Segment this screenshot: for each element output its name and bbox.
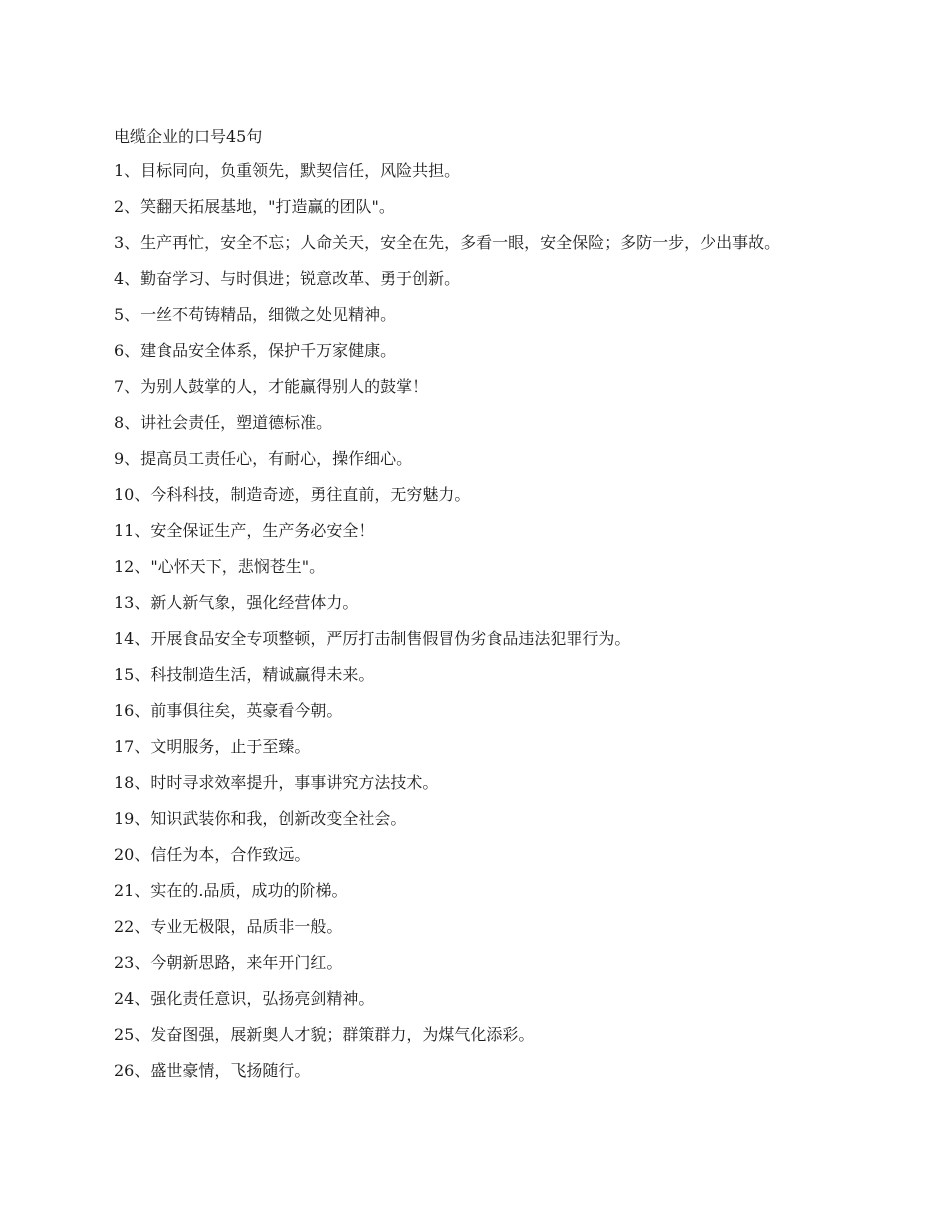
list-item: 14、开展食品安全专项整顿，严厉打击制售假冒伪劣食品违法犯罪行为。 [114,629,631,648]
list-item: 25、发奋图强，展新奥人才貌；群策群力，为煤气化添彩。 [114,1025,535,1044]
list-item: 8、讲社会责任，塑道德标准。 [114,413,333,432]
document-body [114,124,836,1096]
list-item: 3、生产再忙，安全不忘；人命关天，安全在先，多看一眼，安全保险；多防一步，少出事故。 [114,233,781,252]
list-item: 22、专业无极限，品质非一般。 [114,917,343,936]
list-item: 11、安全保证生产，生产务必安全！ [114,521,375,540]
list-item: 13、新人新气象，强化经营体力。 [114,593,359,612]
list-item: 10、今科科技，制造奇迹，勇往直前，无穷魅力。 [114,485,471,504]
list-item: 17、文明服务，止于至臻。 [114,737,311,756]
list-item: 2、笑翻天拓展基地，"打造赢的团队"。 [114,197,395,216]
list-item: 12、"心怀天下，悲悯苍生"。 [114,557,326,576]
list-item: 9、提高员工责任心，有耐心，操作细心。 [114,449,413,468]
list-item: 7、为别人鼓掌的人，才能赢得别人的鼓掌！ [114,377,429,396]
list-item: 20、信任为本，合作致远。 [114,845,311,864]
slogan-list [114,160,836,1082]
list-item: 6、建食品安全体系，保护千万家健康。 [114,341,397,360]
list-item: 4、勤奋学习、与时俱进；锐意改革、勇于创新。 [114,269,461,288]
list-item: 26、盛世豪情，飞扬随行。 [114,1061,311,1080]
list-item: 5、一丝不苟铸精品，细微之处见精神。 [114,305,397,324]
document-title: 电缆企业的口号45句 [114,127,263,146]
list-item: 24、强化责任意识，弘扬亮剑精神。 [114,989,375,1008]
list-item: 19、知识武装你和我，创新改变全社会。 [114,809,407,828]
list-item: 23、今朝新思路，来年开门红。 [114,953,343,972]
list-item: 18、时时寻求效率提升，事事讲究方法技术。 [114,773,439,792]
list-item: 16、前事俱往矣，英豪看今朝。 [114,701,343,720]
list-item: 21、实在的.品质，成功的阶梯。 [114,881,348,900]
list-item: 15、科技制造生活，精诚赢得未来。 [114,665,375,684]
list-item: 1、目标同向，负重领先，默契信任，风险共担。 [114,161,461,180]
